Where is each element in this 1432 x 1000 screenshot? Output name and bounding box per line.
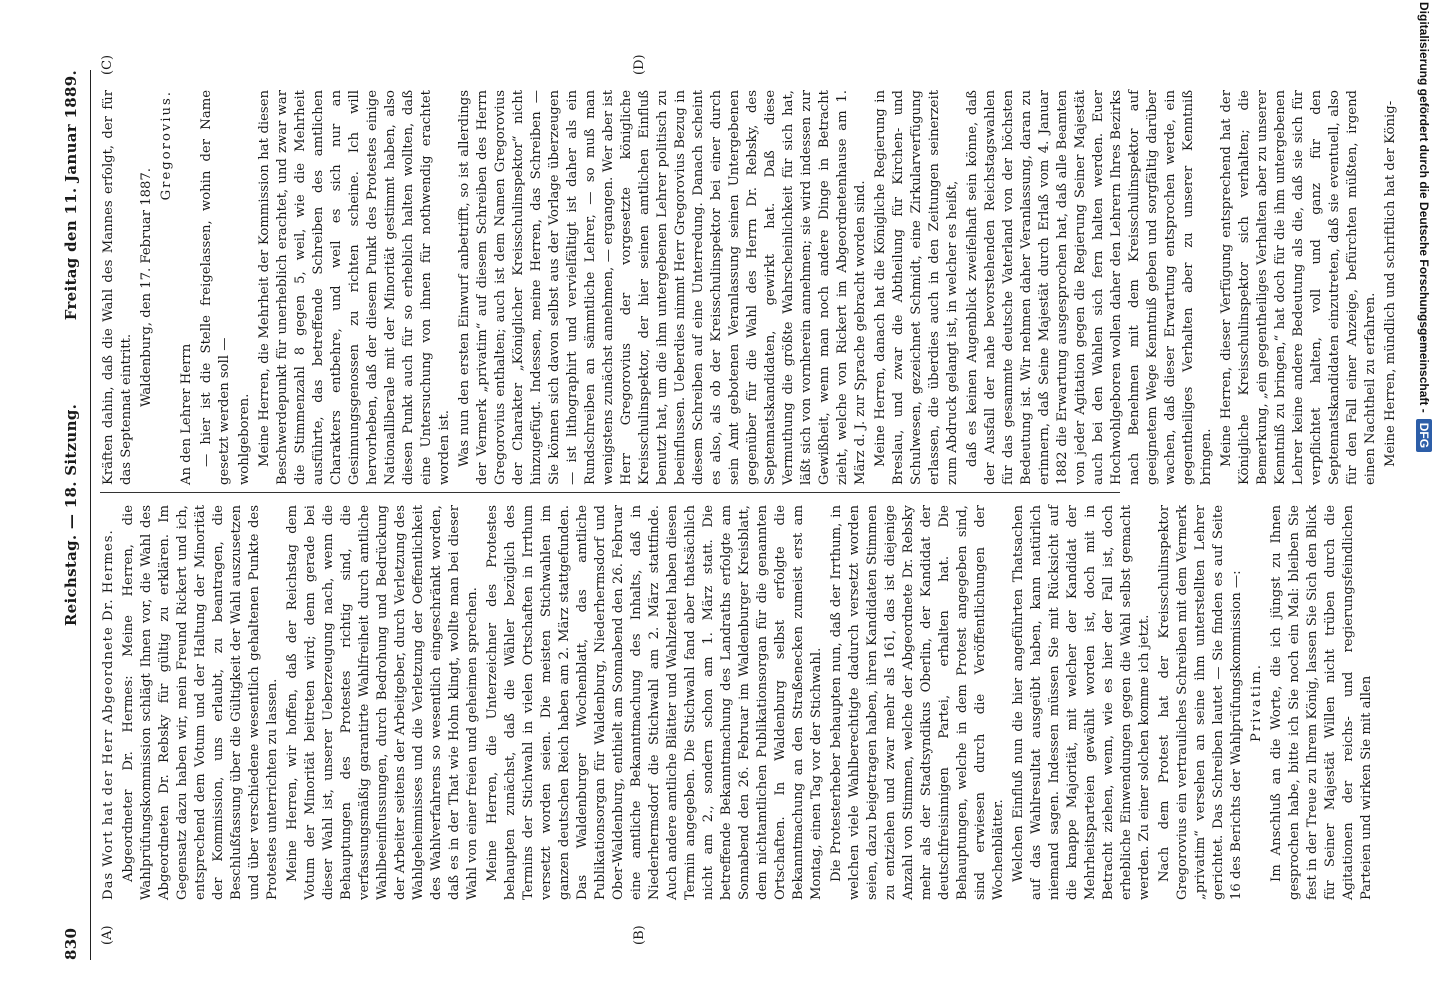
right-column [100, 90, 1398, 485]
paragraph-heading: Privatim. [1249, 663, 1264, 742]
page-number: 830 [62, 927, 80, 960]
letter-address: An den Lehrer Herrn [179, 343, 194, 485]
session-title: Reichstag. — 18. Sitzung. [62, 403, 80, 627]
paragraph: Meine Herren, danach hat die Königliche Regierung in Breslau, und zwar die Abtheilung für Kirchen- und Schulwesen, gezeichnet Schmidt, eine Zirkularverfügung erlassen, die überdies auch in den Zeitungen seinerzeit zum Abdruck gelangt ist, in welcher es heißt, [873, 90, 960, 485]
paragraph: Kräften dahin, daß die Wahl des Mannes erfolgt, der für das Septennat eintritt. [101, 90, 134, 485]
paragraph: Meine Herren, die Unterzeichner des Protestes behaupten zunächst, daß die Wähler bezüglich des Termins der Stichwahl in vielen Ortschaften in Irrthum versetzt worden seien. Die meisten Stichwahlen im ganzen deutschen Reich haben am 2. März stattgefunden. Das Waldenburger Wochenblatt, das amtliche Publikationsorgan für Waldenburg, Niederhermsdorf und Ober-Waldenburg, enthielt am Sonnabend den 26. Februar eine amtliche Bekanntmachung des Inhalts, daß in Niederhermsdorf die Stichwahl am 2. März stattfinde. Auch andere amtliche Blätter und Wahlzettel haben diesen Termin angegeben. Die Stichwahl fand aber thatsächlich nicht am 2., sondern schon am 1. März statt. Die betreffende Bekanntmachung des Landraths erfolgte am Sonnabend den 26. Februar im Waldenburger Kreisblatt, dem nichtamtlichen Publikationsorgan für die genannten Ortschaften. In Waldenburg selbst erfolgte die Bekanntmachung an den Straßenecken zumeist erst am Montag, einen Tag vor der Stichwahl. [485, 505, 824, 900]
paragraph: Nach dem Protest hat der Kreisschulinspektor Gregorovius ein vertrauliches Schreiben mit dem Vermerk „privatim“ versehen an seine ihm unterstellten Lehrer gerichtet. Das Schreiben lautet — Sie finden es auf Seite 16 des Berichts der Wahlprüfungskommission —: [1157, 505, 1244, 900]
left-column [100, 505, 1374, 900]
letter-signature: Gregorovius. [159, 90, 174, 201]
paragraph: Meine Herren, mündlich und schriftlich hat der König- [1383, 100, 1398, 467]
margin-letter-b: (B) [632, 925, 647, 945]
quotation: daß es keinen Augenblick zweifelhaft sein könne, daß der Ausfall der nahe bevorstehenden Reichstagswahlen für das gesammte deutsche Vaterland von der höchsten Bedeutung ist. Wir nehmen daher Veranlassung, daran zu erinnern, daß Seine Majestät durch Erlaß vom 4. Januar 1882 die Erwartung ausgesprochen hat, daß alle Beamten von jeder Agitation gegen die Regierung Seiner Majestät auch bei den Wahlen sich fern halten werden. Euer Hochwohlgeboren wollen daher den Lehrern Ihres Bezirks nach Benehmen mit dem Kreisschulinspektor auf geeignetem Wege Kenntniß geben und sorgfältig darüber wachen, daß dieser Erwartung entsprochen werde, ein gegentheiliges Verhalten aber zu unserer Kenntniß bringen. [965, 90, 1214, 485]
paragraph: Die Protesterheber behaupten nun, daß der Irrthum, in welchen viele Wahlberechtigte dadurch versetzt worden seien, dazu beigetragen haben, ihren Kandidaten Stimmen zu entziehen und zwar mehr als 161, das ist diejenige Anzahl von Stimmen, welche der Abgeordnete Dr. Rebsky mehr als der Stadtsyndikus Oberlin, der Kandidat der deutschfreisinnigen Partei, erhalten hat. Die Behauptungen, welche in dem Protest angegeben sind, sind erwiesen durch die Veröffentlichungen der Wochenblätter. [829, 505, 1006, 900]
paragraph: wohlgeboren. [237, 393, 252, 485]
paragraph: Was nun den ersten Einwurf anbetrifft, so ist allerdings der Vermerk „privatim“ auf diesem Schreiben des Herrn Gregorovius enthalten; auch ist dem Namen Gregorovius der Charakter „Königlicher Kreisschulinspektor“ nicht hinzugefügt. Indessen, meine Herren, das Schreiben — Sie können sich davon selbst aus der Vorlage überzeugen — ist lithographirt und vervielfältigt ist daher als ein Rundschreiben an sämmtliche Lehrer, — so muß man wenigstens zunächst annehmen, — ergangen. Wer aber ist Herr Gregorovius der vorgesetzte königliche Kreisschulinspektor, der hier seinen amtlichen Einfluß benutzt hat, um die ihm untergebenen Lehrer politisch zu beeinflussen. Ueberdies nimmt Herr Gregorovius Bezug in diesem Schreiben auf eine Unterredung. Danach scheint es also, als ob der Kreisschulinspektor bei einer durch sein Amt gebotenen Veranlassung seinen Untergebenen gegenüber für die Wahl des Herrn Dr. Rebsky, des Septennatskandidaten, gewirkt hat. Daß diese Vermuthung die größte Wahrscheinlichkeit für sich hat, läßt sich von vornherein annehmen; sie wird indessen zur Gewißheit, wenn man noch andere Dinge in Betracht zieht, welche von Rickert im Abgeordnetenhause am 1. März d. J. zur Sprache gebracht worden sind. [457, 90, 868, 485]
margin-letter-a: (A) [100, 925, 115, 945]
digitization-credit [1416, 2, 1432, 452]
running-head [62, 70, 88, 960]
dfg-logo: DFG [1416, 419, 1432, 452]
paragraph: Meine Herren, dieser Verfügung entsprechend hat der Königliche Kreisschulinspektor sich verhalten; die Bemerkung, „ein gegentheiliges Verhalten aber zu unserer Kenntniß zu bringen,“ hat doch für die ihm untergebenen Lehrer keine andere Bedeutung als die, daß sie sich für verpflichtet halten, voll und ganz für den Septennatskandidaten einzutreten, daß sie eventuell, also für den Fall einer Anzeige, befürchten müßten, irgend einen Nachtheil zu erfahren. [1219, 90, 1378, 485]
credit-text: Digitalisierung gefördert durch die Deutsche Forschungsgemeinschaft - [1417, 2, 1431, 413]
paragraph: Welchen Einfluß nun die hier angeführten Thatsachen auf das Wahlresultat ausgeübt haben, kann natürlich niemand sagen. Indessen müssen Sie mit Rücksicht auf die knappe Majorität, mit welcher der Kandidat der Mehrheitsparteien gewählt worden ist, doch mit in Betracht ziehen, wenn, wie es hier der Fall ist, doch erhebliche Einwendungen gegen die Wahl selbst gemacht werden. Zu einer solchen komme ich jetzt. [1011, 505, 1152, 900]
letter-dateline: Waldenburg, den 17. Februar 1887. [139, 168, 154, 407]
header-rule [90, 70, 91, 960]
margin-letter-c: (C) [100, 54, 115, 75]
rotated-page [20, 40, 1398, 990]
session-date: Freitag den 11. Januar 1889. [62, 70, 80, 321]
paragraph: Im Anschluß an die Worte, die ich jüngst zu Ihnen gesprochen habe, bitte ich Sie noch ein Mal: bleiben Sie fest in der Treue zu Ihrem König, lassen Sie Sich den Blick für Seiner Majestät Willen nicht trüben durch die Agitationen der reichs- und regierungsfeindlichen Parteien und wirken Sie mit allen [1269, 505, 1374, 900]
paragraph: Das Wort hat der Herr Abgeordnete Dr. Hermes. [101, 529, 116, 900]
paragraph: Abgeordneter Dr. Hermes: Meine Herren, die Wahlprüfungskommission schlägt Ihnen vor, die Wahl des Abgeordneten Dr. Rebsky für gültig zu erklären. Im Gegensatz dazu haben wir, mein Freund Rickert und ich, entsprechend dem Votum und der Haltung der Minorität der Kommission, uns erlaubt, zu beantragen, die Beschlußfassung über die Gültigkeit der Wahl auszusetzen und über verschiedene wesentlich gehaltenen Punkte des Protestes unterrichten zu lassen. [121, 505, 280, 900]
paragraph: Meine Herren, die Mehrheit der Kommission hat diesen Beschwerdepunkt für unerheblich erachtet, und zwar war die Stimmenzahl 8 gegen 5, weil, wie die Mehrheit ausführte, das betreffende Schreiben des amtlichen Charakters entbehre, und weil es sich nur an Gesinnungsgenossen zu richten scheine. Ich will hervorheben, daß der diesem Punkt des Protestes einige Nationalliberale mit der Minorität gestimmt haben, also diesen Punkt auch für so erheblich halten wollten, daß eine Untersuchung von ihnen für nothwendig erachtet worden ist. [257, 90, 452, 485]
column-divider [100, 492, 1120, 493]
paragraph: Meine Herren, wir hoffen, daß der Reichstag dem Votum der Minorität beitreten wird; denn gerade bei dieser Wahl ist, unserer Ueberzeugung nach, wenn die Behauptungen des Protestes richtig sind, die verfassungsmäßig garantirte Wahlfreiheit durch amtliche Wahlbeeinflussungen, durch Bedrohung und Bedrückung der Arbeiter seitens der Arbeitgeber, durch Verletzung des Wahlgeheimnisses und die Verletzung der Oeffentlichkeit des Wahlverfahrens so wesentlich eingeschränkt worden, daß es in der That wie Hohn klingt, wollte man bei dieser Wahl von einer freien und geheimen sprechen. [285, 505, 480, 900]
margin-letter-d: (D) [632, 54, 647, 75]
paragraph: — hier ist die Stelle freigelassen, wohin der Name gesetzt werden soll — [199, 90, 232, 485]
